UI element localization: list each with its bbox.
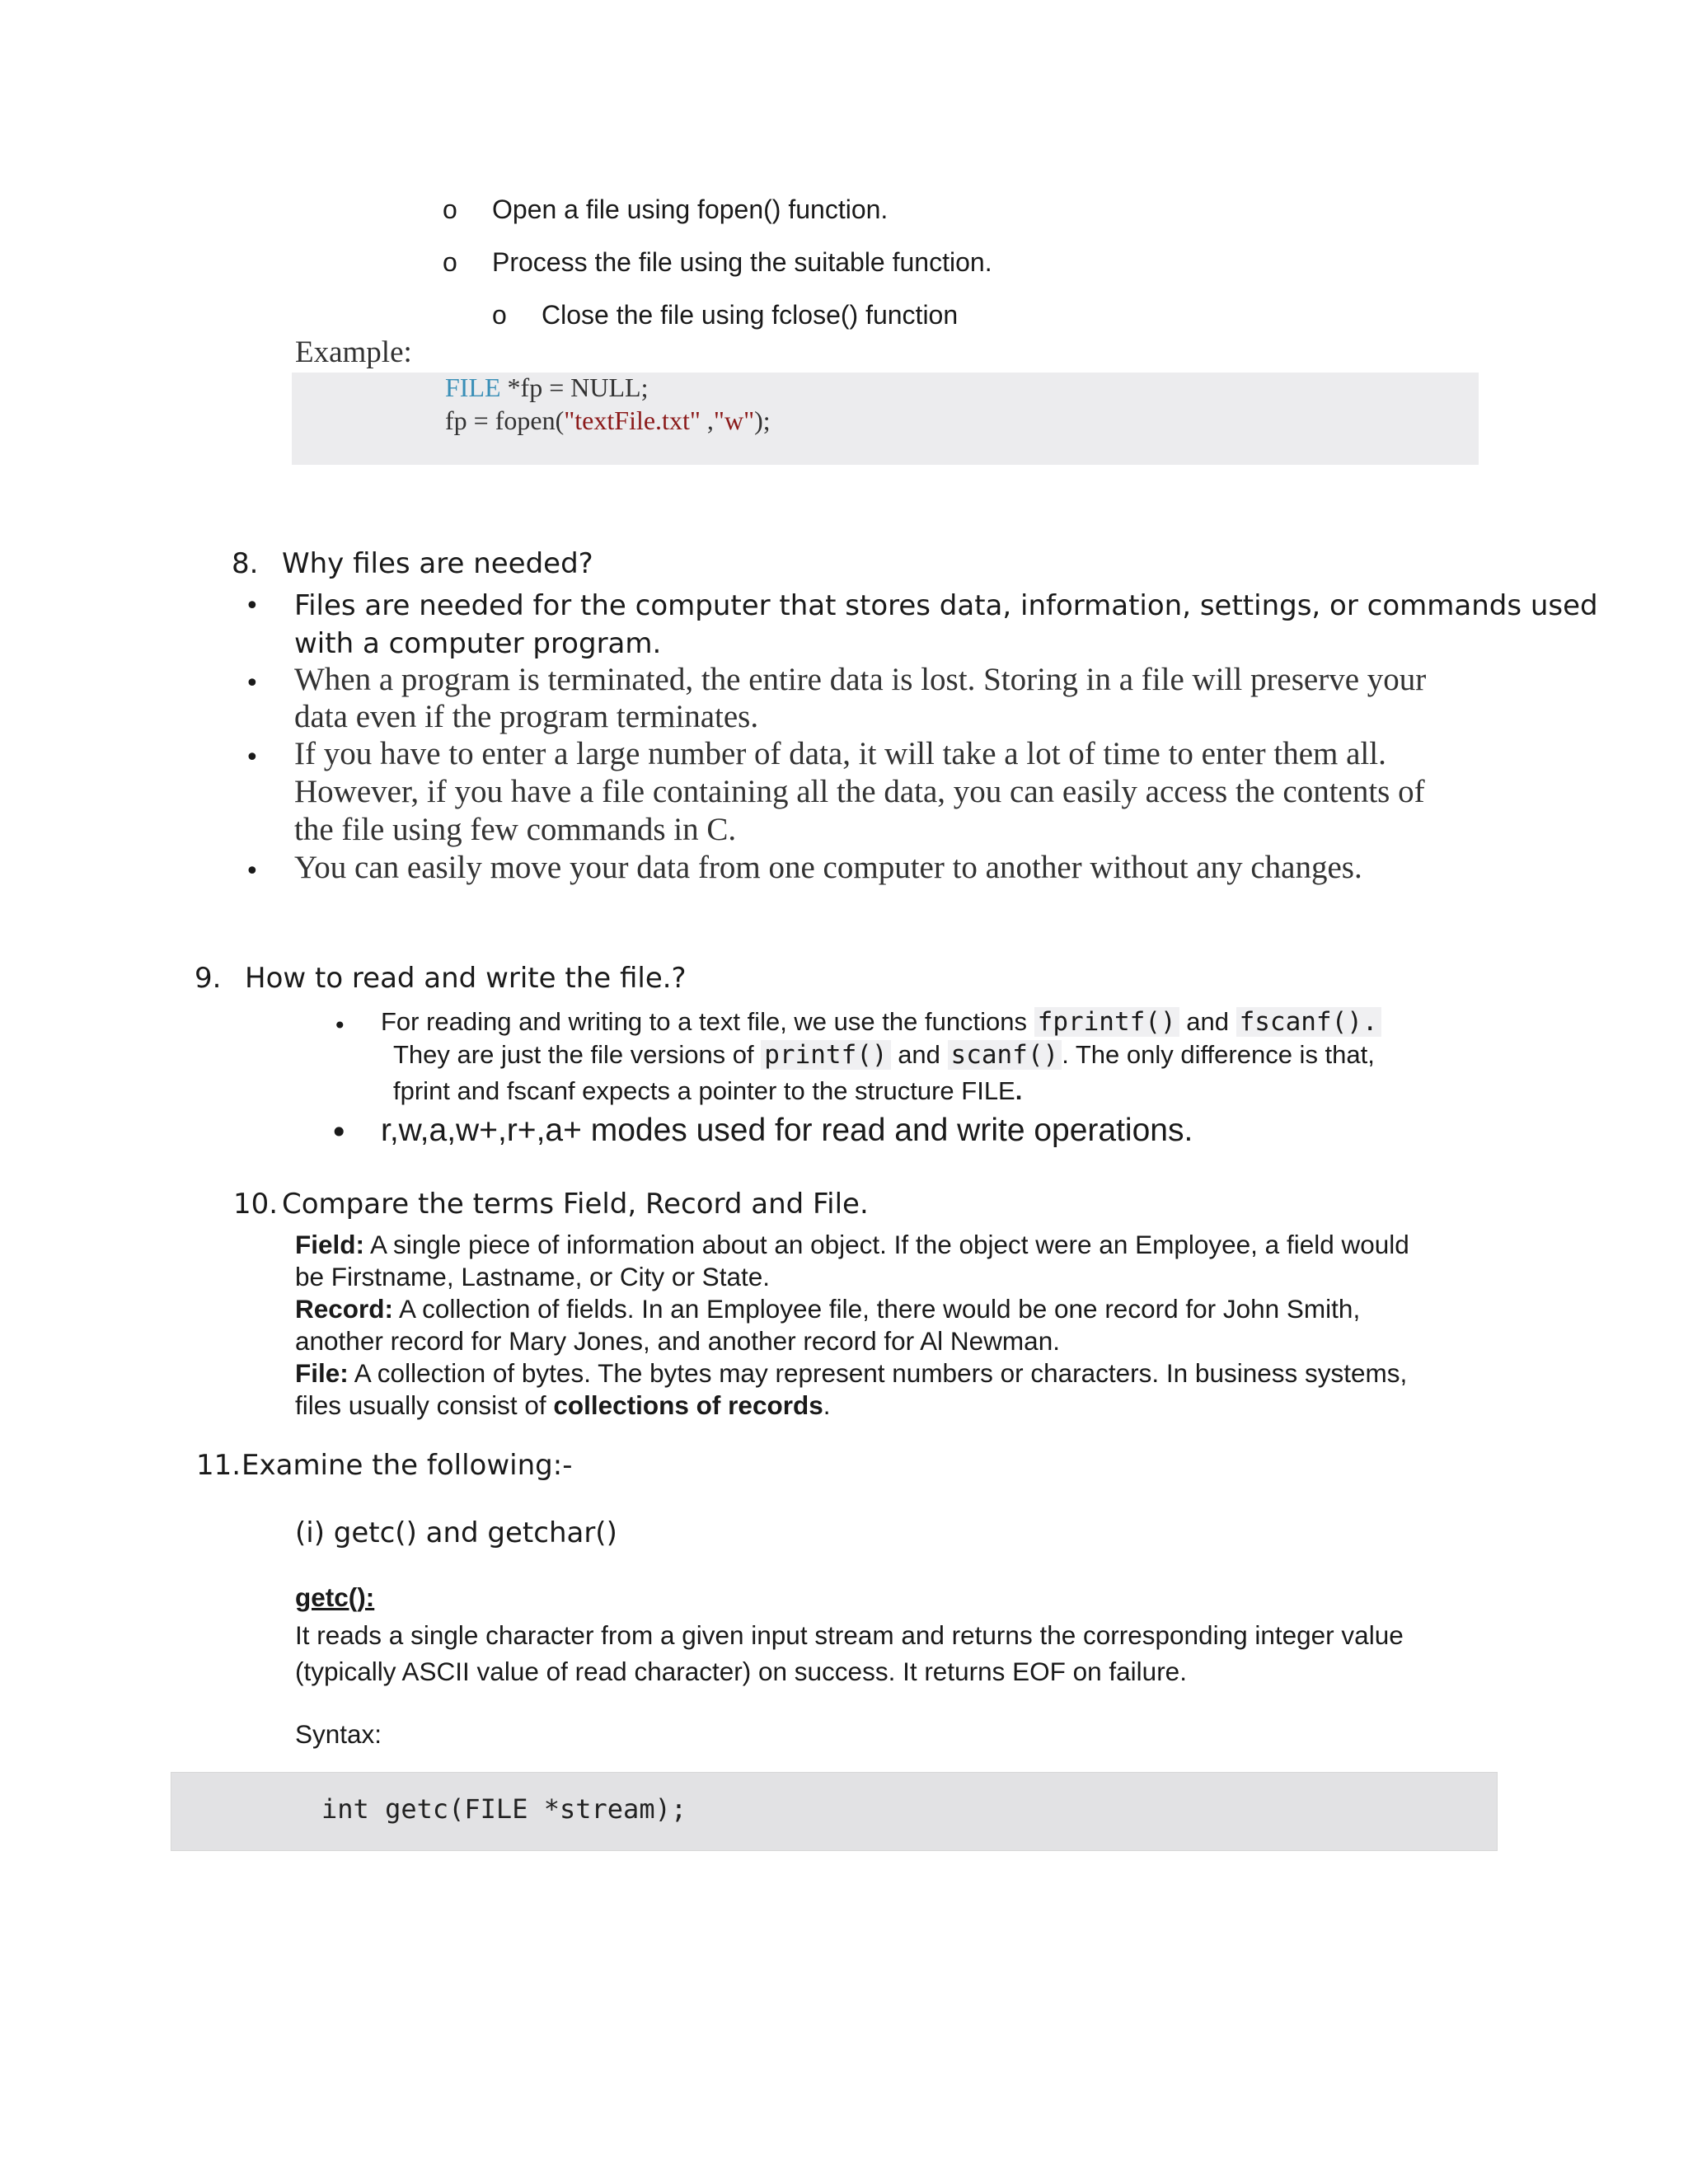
code-string: "w" xyxy=(713,405,755,435)
file-label: File: xyxy=(295,1358,349,1388)
code-scanf: scanf() xyxy=(948,1040,1062,1070)
example-label: Example: xyxy=(295,335,412,369)
code-line-1 xyxy=(445,373,648,403)
q10-title: Compare the terms Field, Record and File. xyxy=(282,1188,869,1221)
code-text: fp = fopen( xyxy=(445,405,565,435)
code-line-2 xyxy=(445,405,771,436)
record-label: Record: xyxy=(295,1294,394,1324)
step-marker: o xyxy=(443,247,457,277)
code-text: ); xyxy=(754,405,771,435)
syntax-code: int getc(FILE *stream); xyxy=(321,1793,687,1825)
q9-bullet-1-line-3: fprint and fscanf expects a pointer to the structure FILE. xyxy=(393,1076,1023,1105)
step-marker: o xyxy=(443,194,457,224)
code-text: *fp = NULL; xyxy=(500,373,649,402)
code-type: FILE xyxy=(445,373,501,402)
q9-bullet-1-line-2: They are just the file versions of printf() and scanf() . The only difference is that, xyxy=(393,1040,1375,1070)
bullet-dot: • xyxy=(245,857,260,886)
code-string: "textFile.txt" xyxy=(564,405,701,435)
q8-bullet-4: You can easily move your data from one computer to another without any changes. xyxy=(294,850,1362,885)
bullet-dot: • xyxy=(245,592,260,621)
q8-title: Why files are needed? xyxy=(282,547,593,580)
q9-title: How to read and write the file.? xyxy=(245,962,687,995)
q9-bullet-1-line-1: For reading and writing to a text file, we use the functions fprintf() and fscanf(). xyxy=(381,1007,1381,1037)
q9-bullet-2: r,w,a,w+,r+,a+ modes used for read and write operations. xyxy=(381,1113,1193,1148)
q8-bullet-3: If you have to enter a large number of data, it will take a lot of time to enter them all. However, if you have a file containing all the data, you can easily access the contents of the file using few commands in C. xyxy=(294,736,1425,847)
q9-number: 9. xyxy=(195,962,222,995)
syntax-label: Syntax: xyxy=(295,1719,382,1749)
bullet-dot: • xyxy=(330,1114,349,1151)
step-3: Close the file using fclose() function xyxy=(542,300,959,330)
q10-number: 10. xyxy=(233,1188,279,1221)
q8-bullet-2: When a program is terminated, the entire data is lost. Storing in a file will preserve your data even if the program terminates. xyxy=(294,662,1427,734)
code-fprintf: fprintf() xyxy=(1034,1007,1179,1037)
code-printf: printf() xyxy=(761,1040,890,1070)
bullet-dot: • xyxy=(245,669,260,698)
step-marker: o xyxy=(492,300,507,330)
q8-bullet-1: Files are needed for the computer that stores data, information, settings, or commands used with a computer program. xyxy=(294,589,1598,660)
q11-subheading: (i) getc() and getchar() xyxy=(295,1516,617,1549)
code-text: , xyxy=(700,405,714,435)
q11-number: 11. xyxy=(196,1449,241,1482)
q8-number: 8. xyxy=(232,547,259,580)
getc-heading: getc(): xyxy=(295,1582,375,1612)
step-2: Process the file using the suitable function. xyxy=(492,247,992,277)
bullet-dot: • xyxy=(245,743,260,772)
bullet-dot: • xyxy=(333,1012,347,1039)
code-fscanf: fscanf(). xyxy=(1236,1007,1381,1037)
q10-definitions: Field: A single piece of information about an object. If the object were an Employee, a field would be Firstname, Lastname, or City or State. Record: A collection of fields. In an Employee file, there would be one record for John Smith, another record for Mary Jones, and another record for Al Newman. File: A collection of bytes. The bytes may represent numbers or characters. In business systems, files usually consist of collections of records. xyxy=(295,1230,1409,1420)
field-label: Field: xyxy=(295,1230,364,1259)
getc-description: It reads a single character from a given input stream and returns the corresponding integer value (typically ASCII value of read character) on success. It returns EOF on failure. xyxy=(295,1620,1404,1686)
q11-title: Examine the following:- xyxy=(241,1449,573,1482)
step-1: Open a file using fopen() function. xyxy=(492,194,889,224)
